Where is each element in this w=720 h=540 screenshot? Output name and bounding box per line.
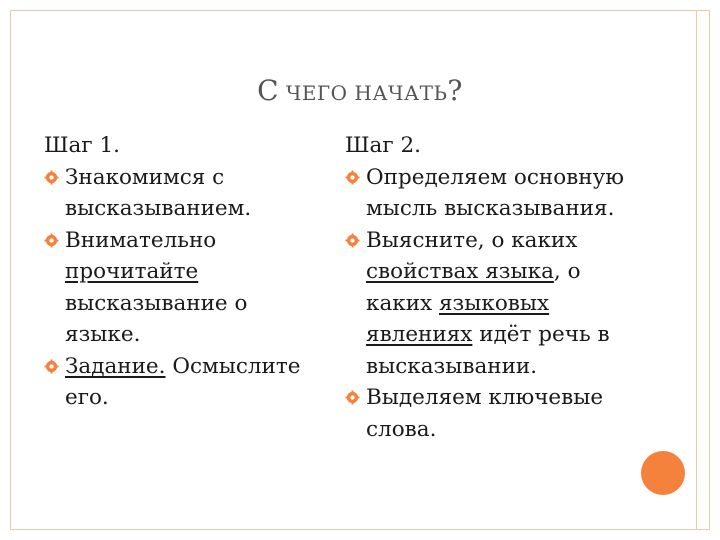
item-text: Определяем основную мысль высказывания. — [366, 164, 624, 221]
decorative-circle — [641, 451, 685, 495]
step-2-heading: Шаг 2. — [345, 133, 421, 158]
list-item — [44, 225, 306, 351]
list-item — [345, 162, 645, 225]
item-text-post: идёт речь в высказывании. — [366, 322, 610, 379]
item-text: Знакомимся с высказыванием. — [65, 164, 252, 221]
item-text-post: высказывание о языке. — [65, 290, 248, 347]
item-text-mid: , о каких — [366, 259, 581, 316]
step-2-column — [345, 130, 645, 445]
step-1-column — [44, 130, 306, 414]
item-text-underlined: свойствах языка — [366, 259, 554, 284]
item-text-pre: Выясните, о каких — [366, 227, 578, 253]
list-item — [345, 382, 645, 445]
item-text-underlined: Задание. — [65, 353, 166, 379]
list-item — [44, 162, 306, 225]
gear-icon — [345, 233, 360, 248]
list-item — [345, 225, 645, 383]
slide-title: С ЧЕГО НАЧАТЬ? — [257, 74, 463, 107]
item-text: Выделяем ключевые слова. — [366, 385, 604, 442]
list-item — [44, 351, 306, 414]
item-text-underlined: языковых явлениях — [366, 290, 550, 347]
item-text-post: Осмыслите его. — [65, 353, 301, 410]
gear-icon — [345, 170, 360, 185]
item-text-underlined: прочитайте — [65, 259, 199, 284]
step-1-heading: Шаг 1. — [44, 133, 120, 158]
gear-icon — [44, 233, 59, 248]
item-text-pre: Внимательно — [65, 227, 217, 253]
gear-icon — [345, 390, 360, 405]
gear-icon — [44, 170, 59, 185]
gear-icon — [44, 359, 59, 374]
